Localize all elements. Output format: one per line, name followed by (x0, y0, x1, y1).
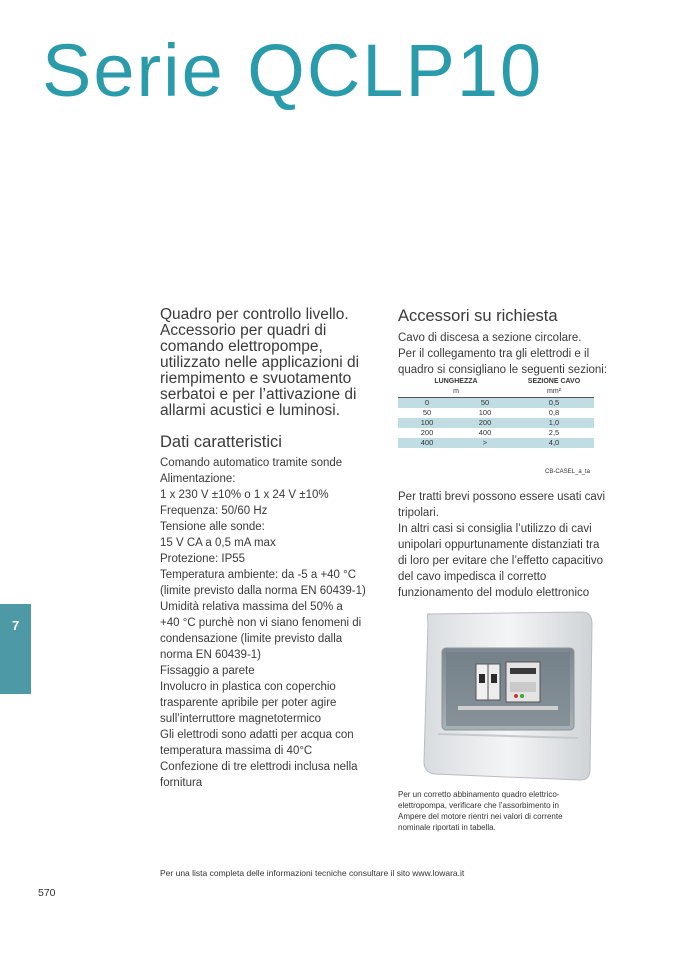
section-tab (0, 604, 31, 694)
dati-line: Umidità relativa massima del 50% a (160, 601, 343, 613)
accessori-line: Per il collegamento tra gli elettrodi e il (398, 348, 590, 360)
dati-heading: Dati caratteristici (160, 433, 282, 451)
accessori-line: quadro si consigliano le seguenti sezioni: (398, 364, 608, 376)
dati-line: Gli elettrodi sono adatti per acqua con (160, 729, 354, 741)
table-header (398, 378, 594, 385)
note-line: In altri casi si consiglia l’utilizzo di cavi (398, 523, 592, 535)
dati-section (160, 433, 390, 791)
intro-line: serbatoi e per l’attivazione di (160, 386, 357, 403)
accessori-section (398, 307, 613, 378)
caption-line: Ampere del motore rientri nei valori di corrente (398, 812, 563, 821)
intro-line: Quadro per controllo livello. (160, 306, 349, 323)
note-line: funzionamento del modulo elettronico (398, 587, 590, 599)
dati-line: Fissaggio a parete (160, 665, 255, 677)
dati-line: Involucro in plastica con coperchio (160, 681, 336, 693)
caption-line: Per un corretto abbinamento quadro elettrico- (398, 790, 560, 799)
caption-line: elettropompa, verificare che l’assorbimento in (398, 801, 559, 810)
unit-length: m (453, 388, 459, 395)
accessori-list (398, 330, 613, 378)
dati-line: Tensione alle sonde: (160, 521, 265, 533)
dati-line: 15 V CA a 0,5 mA max (160, 537, 276, 549)
table-row: 200 400 2,5 (420, 428, 560, 437)
note-line: del cavo impedisca il corretto (398, 571, 547, 583)
dati-line: Comando automatico tramite sonde (160, 457, 343, 469)
image-caption (398, 789, 563, 833)
footer-note: Per una lista completa delle informazioni tecniche consultare il sito www.lowara.it (160, 868, 465, 878)
dati-line: trasparente apribile per poter agire (160, 697, 337, 709)
dati-line: (limite previsto dalla norma EN 60439-1) (160, 585, 366, 597)
dati-line: +40 °C purchè non vi siano fenomeni di (160, 617, 362, 629)
intro-line: allarmi acustici e luminosi. (160, 402, 341, 419)
dati-line: fornitura (160, 777, 203, 789)
intro-line: comando elettropompe, (160, 338, 323, 355)
accessori-heading: Accessori su richiesta (398, 307, 558, 325)
dati-line: 1 x 230 V ±10% o 1 x 24 V ±10% (160, 489, 329, 501)
intro-line: Accessorio per quadri di (160, 322, 327, 339)
page-number: 570 (38, 887, 56, 899)
dati-line: temperatura massima di 40°C (160, 745, 313, 757)
caption-line: nominale riportati in tabella. (398, 823, 496, 832)
unit-section: mm² (547, 388, 561, 395)
accessori-line: Cavo di discesa a sezione circolare. (398, 332, 582, 344)
dati-line: norma EN 60439-1) (160, 649, 261, 661)
dati-line: sull’interruttore magnetotermico (160, 713, 322, 725)
cable-note (398, 486, 613, 601)
col-section-header: SEZIONE CAVO (527, 378, 581, 385)
note-line: tripolari. (398, 507, 439, 519)
control-panel-photo (398, 602, 598, 782)
dati-line: Temperatura ambiente: da -5 a +40 °C (160, 569, 357, 581)
section-tab-label: 7 (12, 618, 20, 633)
dati-line: Protezione: IP55 (160, 553, 246, 565)
note-line: Per tratti brevi possono essere usati cavi (398, 491, 606, 503)
table-row: 0 50 0,5 (398, 398, 594, 408)
intro-text (160, 307, 385, 419)
table-row: 100 200 1,0 (398, 418, 594, 428)
dati-list (160, 455, 390, 791)
note-line: unipolari oppurtunamente distanziati tra (398, 539, 600, 551)
cable-section-table (398, 378, 594, 448)
col-length-header: LUNGHEZZA (434, 378, 478, 385)
dati-line: Frequenza: 50/60 Hz (160, 505, 268, 517)
table-code: CB-CASEL_a_ta (545, 469, 591, 475)
page-title: Serie QCLP10 (42, 29, 544, 112)
dati-line: Confezione di tre elettrodi inclusa nella (160, 761, 358, 773)
table-row: 400 > 4,0 (398, 438, 594, 448)
intro-line: utilizzato nelle applicazioni di (160, 354, 360, 371)
intro-line: riempimento e svuotamento (160, 370, 352, 387)
note-line: di loro per evitare che l’effetto capacitivo (398, 555, 603, 567)
dati-line: condensazione (limite previsto dalla (160, 633, 343, 645)
table-row: 50 100 0,8 (422, 408, 560, 417)
dati-line: Alimentazione: (160, 473, 236, 485)
table-units (398, 388, 594, 395)
